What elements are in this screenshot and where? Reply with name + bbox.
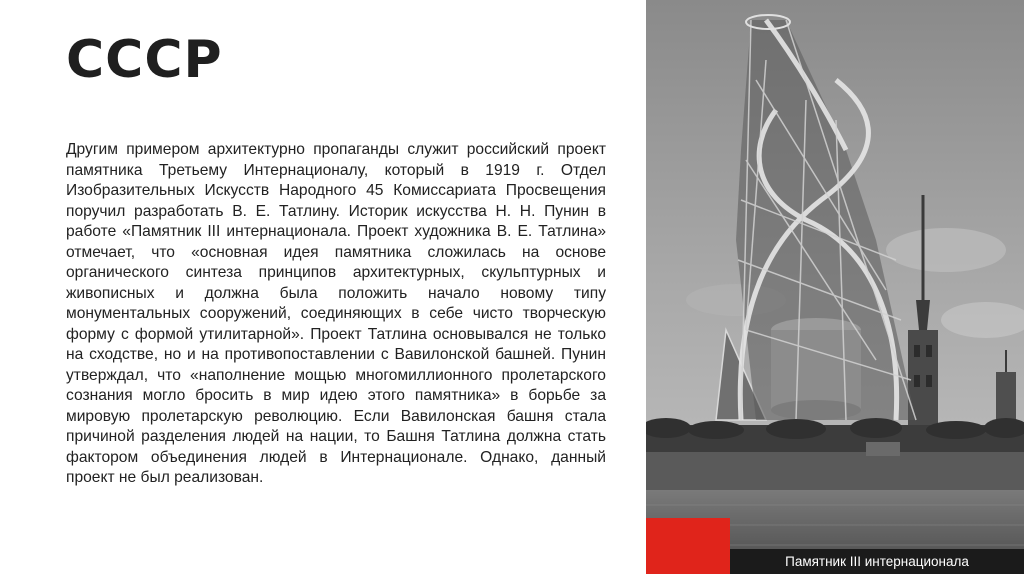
body-paragraph: Другим примером архитектурно пропаганды служит российский проект памятника Третьему Интернационалу, который в 1919 г. Отдел Изобразительных Искусств Народного 45 Комиссариата Просвещения поручил разработать В. Е. Татлину. Историк искусства Н. Н. Пунин в работе «Памятник III интернационала. Проект художника В. Е. Татлина» отмечает, что «основная идея памятника сложилась на основе органического синтеза принципов архитектурных, скульптурных и живописных и должна была положить начало новому типу монументальных сооружений, соединяющих в себе чисто творческую форму с формой утилитарной». Проект Татлина основывался не только на сходстве, но и на противопоставлении с Вавилонской башней. Пунин утверждал, что «наполнение мощью многомиллионного пролетарского сознания могло бросить в мир идею этого памятника» в борьбе за мировую пролетарскую революцию. Если Вавилонская башня стала причиной разделения людей на нации, то Башня Татлина должна стать фактором объединения людей в Интернационале. Однако, данный проект не был реализован.	[66, 141, 606, 486]
tatlin-tower-photo	[646, 0, 1024, 574]
accent-red-block	[646, 518, 730, 574]
photo-caption	[730, 549, 1024, 574]
photo-caption-text: Памятник III интернационала	[785, 554, 969, 569]
tower-illustration	[646, 0, 1024, 574]
slide-title: СССР	[66, 30, 223, 90]
